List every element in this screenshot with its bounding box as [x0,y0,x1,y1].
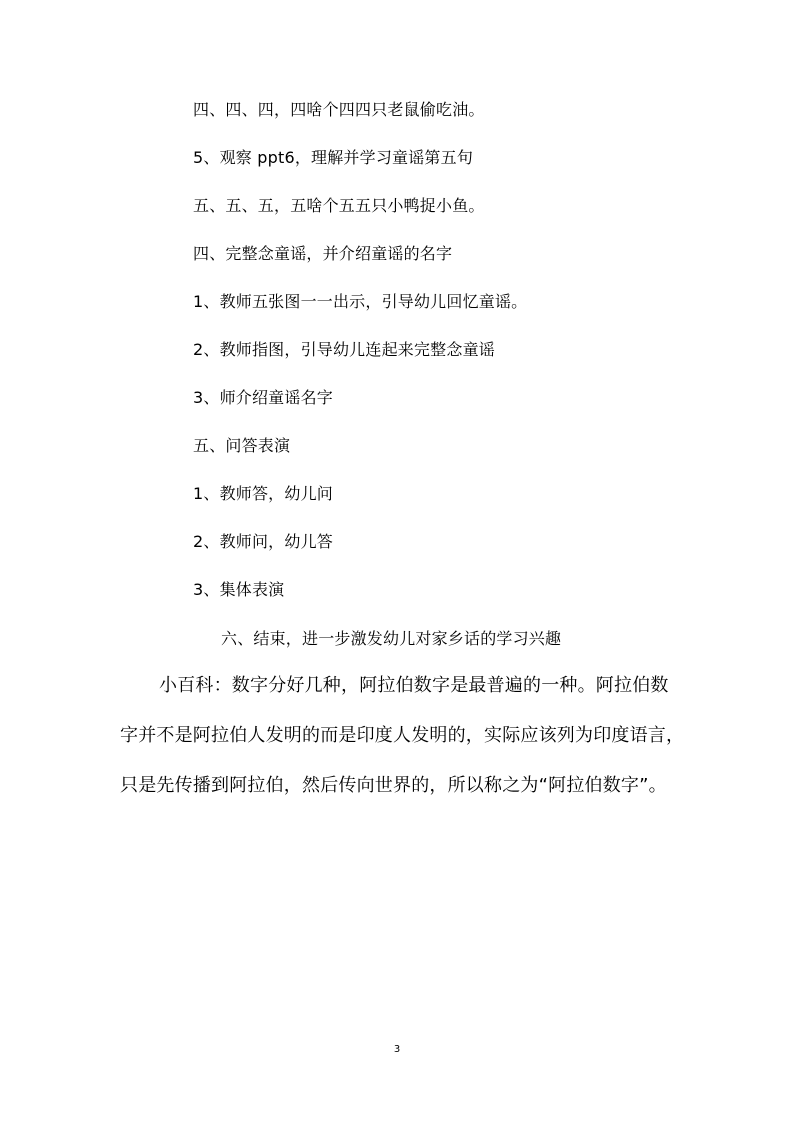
page-number: 3 [393,1044,401,1055]
encyclopedia-line-1: 小百科：数字分好几种，阿拉伯数字是最普遍的一种。阿拉伯数 [159,675,669,696]
text-line-6: 2、教师指图，引导幼儿连起来完整念童谣 [193,340,495,359]
section-heading-6: 六、结束，进一步激发幼儿对家乡话的学习兴趣 [221,629,562,648]
section-heading-5: 五、问答表演 [193,436,291,455]
text-line-2: 5、观察 ppt6，理解并学习童谣第五句 [193,148,474,167]
text-line-3: 五、五、五，五啥个五五只小鸭捉小鱼。 [193,196,485,215]
text-line-1: 四、四、四，四啥个四四只老鼠偷吃油。 [193,100,485,119]
section-heading-4: 四、完整念童谣，并介绍童谣的名字 [193,244,453,263]
text-line-10: 2、教师问，幼儿答 [193,532,333,551]
text-line-9: 1、教师答，幼儿问 [193,484,333,503]
encyclopedia-line-2: 字并不是阿拉伯人发明的而是印度人发明的，实际应该列为印度语言， [120,725,685,746]
encyclopedia-line-3: 只是先传播到阿拉伯，然后传向世界的，所以称之为“阿拉伯数字”。 [120,775,667,796]
text-line-5: 1、教师五张图一一出示，引导幼儿回忆童谣。 [193,292,528,311]
text-line-11: 3、集体表演 [193,580,285,599]
text-line-7: 3、师介绍童谣名字 [193,388,333,407]
